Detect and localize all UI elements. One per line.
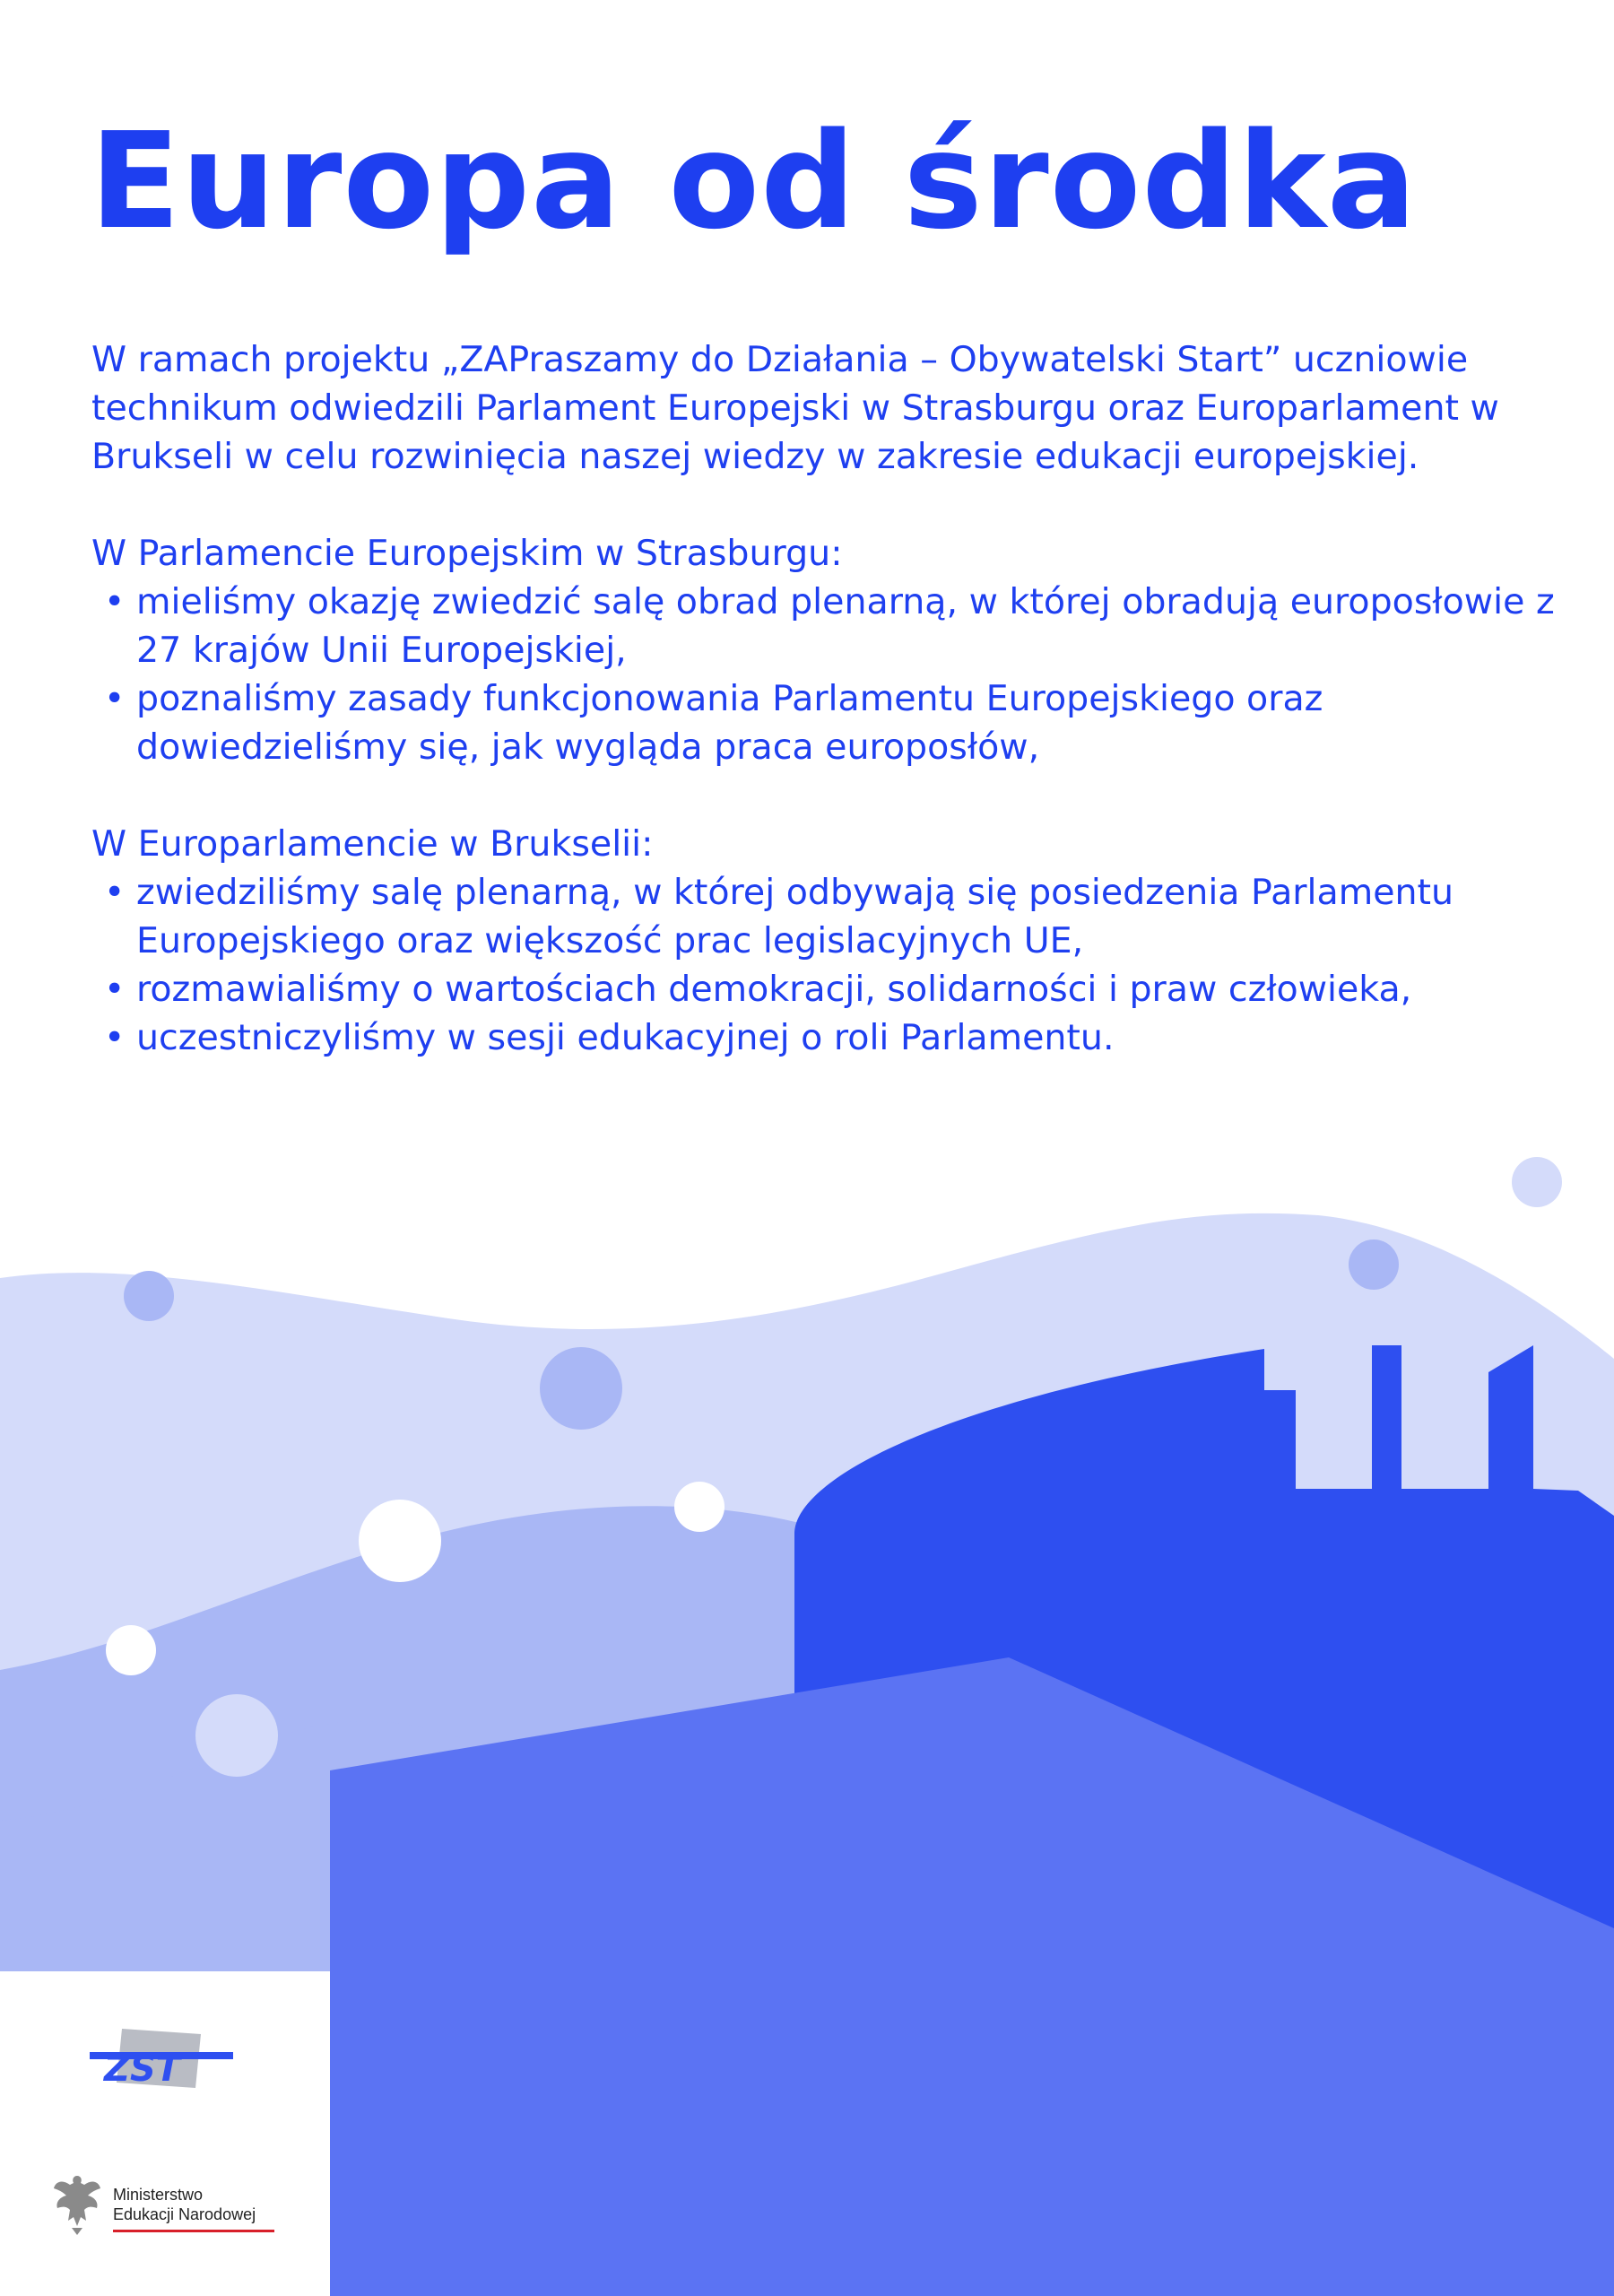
intro-paragraph: W ramach projektu „ZAPraszamy do Działania – Obywatelski Start” uczniowie technikum odwiedzili Parlament Europejski w Strasburgu oraz Europarlament w Brukseli w celu rozwinięcia naszej wiedzy w zakresie edukacji europejskiej.	[91, 339, 1499, 477]
list-item: • mieliśmy okazję zwiedzić salę obrad plenarną, w której obradują europosłowie z 27 krajów Unii Europejskiej,	[91, 578, 1562, 674]
circle-decoration	[1349, 1239, 1399, 1290]
circle-decoration	[359, 1500, 441, 1582]
brussels-list	[91, 868, 1562, 1062]
eagle-emblem-icon	[50, 2170, 104, 2239]
circle-decoration	[540, 1347, 622, 1430]
list-item: • uczestniczyliśmy w sesji edukacyjnej o roli Parlamentu.	[91, 1013, 1562, 1062]
circle-decoration	[124, 1271, 174, 1321]
list-item: • rozmawialiśmy o wartościach demokracji, solidarności i praw człowieka,	[91, 965, 1562, 1013]
section-heading-brussels: W Europarlamencie w Brukselii:	[91, 823, 654, 865]
circle-decoration	[195, 1694, 278, 1777]
list-item: • poznaliśmy zasady funkcjonowania Parlamentu Europejskiego oraz dowiedzieliśmy się, jak wygląda praca europosłów,	[91, 674, 1562, 771]
strasbourg-list	[91, 578, 1562, 771]
circle-decoration	[1512, 1157, 1562, 1207]
zst-logo	[86, 2025, 247, 2097]
poster-content	[91, 335, 1562, 1062]
ministry-name-line1: Ministerstwo	[113, 2186, 204, 2204]
list-item: • zwiedziliśmy salę plenarną, w której odbywają się posiedzenia Parlamentu Europejskiego oraz większość prac legislacyjnych UE,	[91, 868, 1562, 965]
section-heading-strasbourg: W Parlamencie Europejskim w Strasburgu:	[91, 533, 843, 574]
ministry-name-line2: Edukacji Narodowej	[113, 2205, 256, 2223]
circle-decoration	[106, 1625, 156, 1675]
lower-left-white-block	[0, 1971, 330, 2296]
ministry-name	[113, 2185, 256, 2224]
circle-decoration	[674, 1482, 725, 1532]
page-title: Europa od środka	[90, 104, 1418, 258]
ministry-logo	[50, 2170, 319, 2242]
ministry-red-rule	[113, 2230, 274, 2232]
zst-logo-text: ZST	[104, 2048, 181, 2090]
